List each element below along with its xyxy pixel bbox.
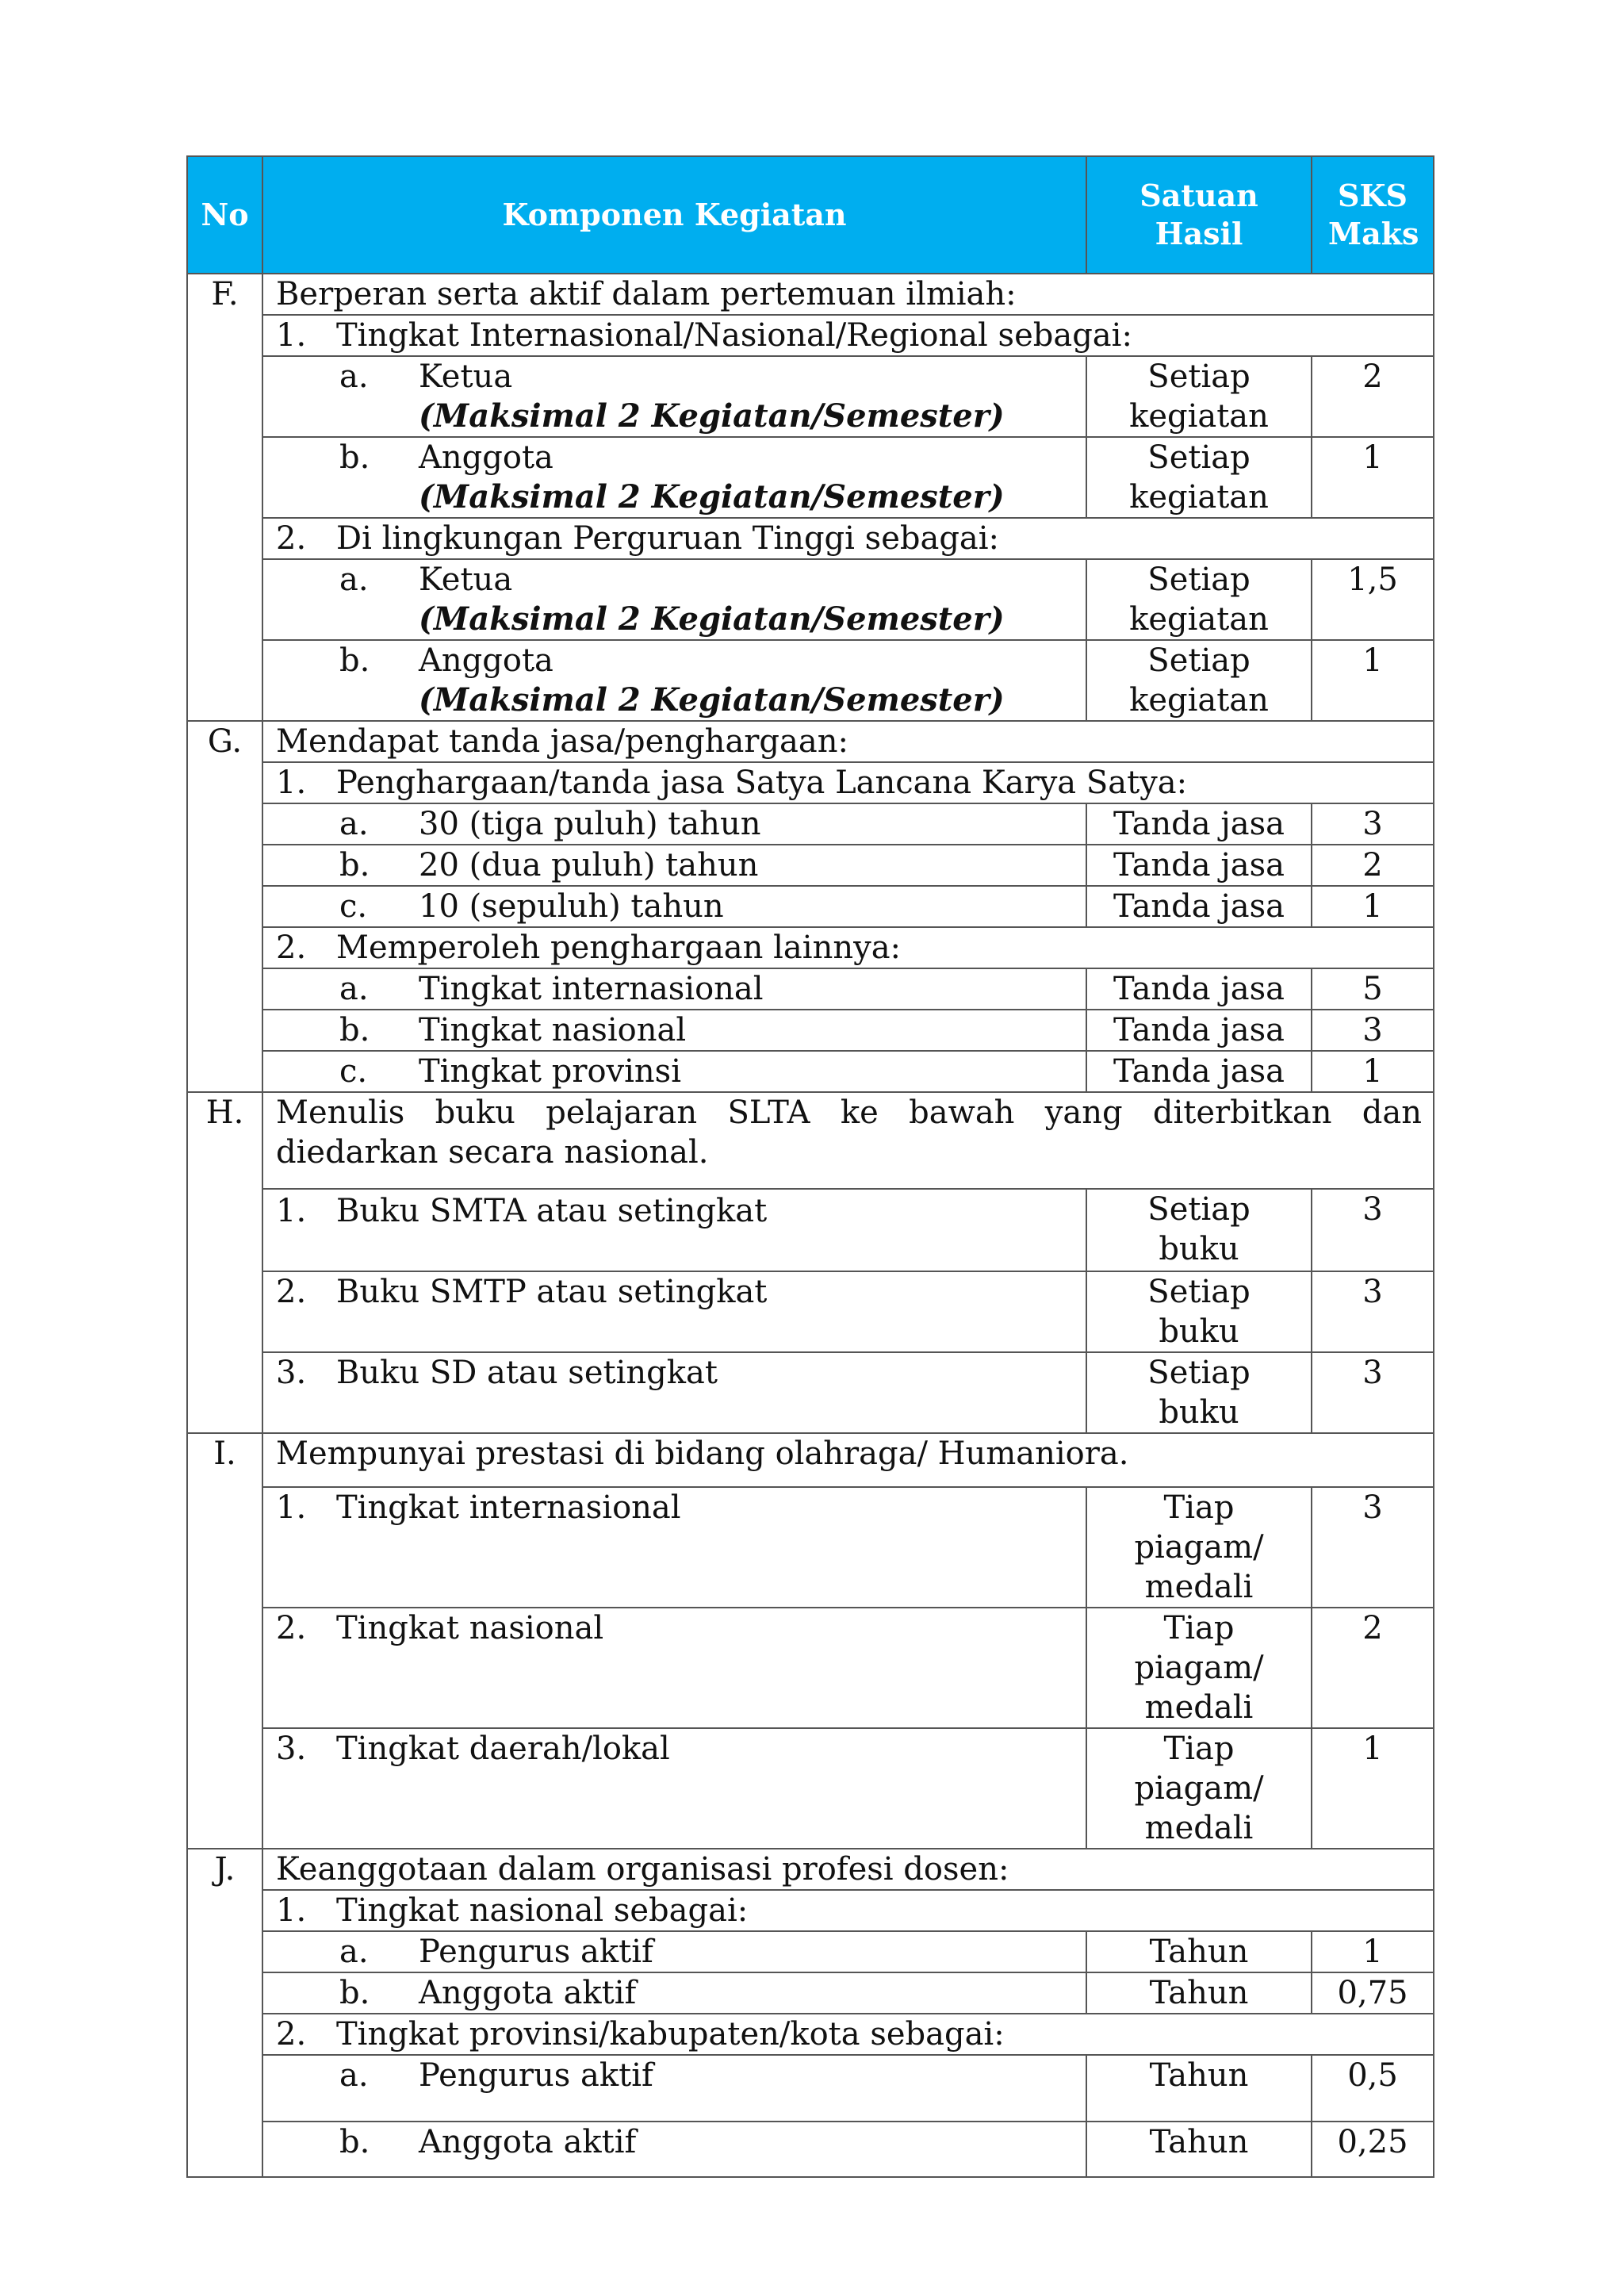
activity-table: [186, 155, 1434, 2178]
group-title: Tingkat nasional sebagai:: [336, 1892, 749, 1929]
header-komponen: Komponen Kegiatan: [262, 156, 1086, 274]
item-text: Pengurus aktif: [419, 1934, 653, 1970]
satuan-cell: Tanda jasa: [1086, 845, 1312, 886]
item-letter: b.: [339, 642, 370, 679]
table-row: [187, 1010, 1434, 1051]
item-text: Tingkat nasional: [419, 1012, 687, 1048]
table-row: [187, 1271, 1434, 1352]
item-text: Tingkat nasional: [336, 1610, 604, 1646]
satuan-cell: Setiap buku: [1086, 1352, 1312, 1433]
sks-cell: 3: [1312, 1271, 1434, 1352]
sks-cell: 1: [1312, 640, 1434, 721]
table-row: [187, 1433, 1434, 1487]
sks-cell: 3: [1312, 1189, 1434, 1271]
sks-cell: 3: [1312, 803, 1434, 845]
sks-cell: 2: [1312, 845, 1434, 886]
group-number: 1.: [276, 765, 307, 801]
satuan-cell: Tanda jasa: [1086, 886, 1312, 927]
item-text: Tingkat internasional: [336, 1489, 681, 1526]
table-row: [187, 559, 1434, 640]
item-letter: a.: [339, 2057, 369, 2094]
item-note: (Maksimal 2 Kegiatan/Semester): [419, 397, 1005, 435]
item-text: Ketua: [419, 562, 513, 598]
item-number: 3.: [276, 1355, 307, 1391]
table-row: [187, 1487, 1434, 1608]
item-letter: a.: [339, 562, 369, 598]
section-number: I.: [187, 1433, 262, 1849]
table-row: [187, 803, 1434, 845]
satuan-cell: Tahun: [1086, 2122, 1312, 2177]
satuan-cell: Tanda jasa: [1086, 968, 1312, 1010]
sks-cell: 1: [1312, 1728, 1434, 1849]
item-letter: a.: [339, 1934, 369, 1970]
header-satuan: Satuan Hasil: [1086, 156, 1312, 274]
table-row: [187, 927, 1434, 968]
item-text: Tingkat daerah/lokal: [336, 1731, 670, 1767]
table-row: [187, 968, 1434, 1010]
sks-cell: 1,5: [1312, 559, 1434, 640]
sks-cell: 0,75: [1312, 1972, 1434, 2014]
item-text: 30 (tiga puluh) tahun: [419, 806, 761, 842]
satuan-cell: Tanda jasa: [1086, 803, 1312, 845]
table-row: [187, 1092, 1434, 1189]
satuan-cell: Tahun: [1086, 2055, 1312, 2122]
table-header: [187, 156, 1434, 274]
header-no: No: [187, 156, 262, 274]
sks-cell: 1: [1312, 1931, 1434, 1972]
section-title: Mendapat tanda jasa/penghargaan:: [276, 723, 848, 760]
item-text: Pengurus aktif: [419, 2057, 653, 2094]
table-row: [187, 721, 1434, 762]
sks-cell: 0,25: [1312, 2122, 1434, 2177]
section-title: Mempunyai prestasi di bidang olahraga/ Humaniora.: [276, 1435, 1129, 1472]
item-letter: a.: [339, 806, 369, 842]
sks-cell: 3: [1312, 1487, 1434, 1608]
item-note: (Maksimal 2 Kegiatan/Semester): [419, 600, 1005, 638]
group-number: 2.: [276, 930, 307, 966]
item-letter: a.: [339, 971, 369, 1007]
table-row: [187, 1972, 1434, 2014]
table-row: [187, 437, 1434, 518]
item-number: 1.: [276, 1193, 307, 1229]
satuan-cell: Setiap kegiatan: [1086, 437, 1312, 518]
table-row: [187, 2014, 1434, 2055]
item-note: (Maksimal 2 Kegiatan/Semester): [419, 681, 1005, 719]
group-title: Tingkat Internasional/Nasional/Regional sebagai:: [336, 317, 1132, 354]
item-text: 10 (sepuluh) tahun: [419, 888, 724, 925]
item-letter: c.: [339, 1053, 368, 1090]
item-letter: b.: [339, 847, 370, 884]
satuan-cell: Setiap kegiatan: [1086, 356, 1312, 437]
item-text: Anggota aktif: [419, 2124, 637, 2160]
table-row: [187, 1352, 1434, 1433]
satuan-cell: Setiap buku: [1086, 1189, 1312, 1271]
item-letter: a.: [339, 358, 369, 395]
table-row: [187, 2122, 1434, 2177]
item-text: Tingkat provinsi: [419, 1053, 681, 1090]
sks-cell: 5: [1312, 968, 1434, 1010]
section-title: Berperan serta aktif dalam pertemuan ilmiah:: [276, 276, 1017, 312]
table-row: [187, 762, 1434, 803]
satuan-cell: Tiap piagam/ medali: [1086, 1728, 1312, 1849]
item-text: Anggota: [419, 439, 553, 476]
sks-cell: 1: [1312, 886, 1434, 927]
item-text: Buku SMTA atau setingkat: [336, 1193, 768, 1229]
section-number: J.: [187, 1849, 262, 2177]
group-title: Di lingkungan Perguruan Tinggi sebagai:: [336, 520, 1000, 557]
header-sks: SKS Maks: [1312, 156, 1434, 274]
sks-cell: 3: [1312, 1010, 1434, 1051]
section-number: G.: [187, 721, 262, 1092]
table-row: [187, 1608, 1434, 1728]
item-text: Anggota: [419, 642, 553, 679]
table-row: [187, 1849, 1434, 1890]
item-text: Tingkat internasional: [419, 971, 764, 1007]
satuan-cell: Setiap buku: [1086, 1271, 1312, 1352]
item-number: 2.: [276, 1610, 307, 1646]
item-text: Buku SD atau setingkat: [336, 1355, 718, 1391]
sks-cell: 3: [1312, 1352, 1434, 1433]
item-note: (Maksimal 2 Kegiatan/Semester): [419, 478, 1005, 516]
group-title: Penghargaan/tanda jasa Satya Lancana Karya Satya:: [336, 765, 1188, 801]
item-text: 20 (dua puluh) tahun: [419, 847, 759, 884]
item-letter: b.: [339, 1012, 370, 1048]
item-letter: b.: [339, 1975, 370, 2011]
table-row: [187, 1051, 1434, 1092]
satuan-cell: Setiap kegiatan: [1086, 640, 1312, 721]
group-number: 1.: [276, 1892, 307, 1929]
satuan-cell: Tiap piagam/ medali: [1086, 1487, 1312, 1608]
item-text: Buku SMTP atau setingkat: [336, 1274, 768, 1310]
item-text: Ketua: [419, 358, 513, 395]
sks-cell: 1: [1312, 1051, 1434, 1092]
item-text: Anggota aktif: [419, 1975, 637, 2011]
table-row: [187, 1728, 1434, 1849]
item-number: 2.: [276, 1274, 307, 1310]
table-row: [187, 315, 1434, 356]
item-letter: c.: [339, 888, 368, 925]
section-title: Keanggotaan dalam organisasi profesi dosen:: [276, 1851, 1009, 1888]
group-number: 2.: [276, 520, 307, 557]
item-number: 3.: [276, 1731, 307, 1767]
section-number: H.: [187, 1092, 262, 1433]
group-title: Memperoleh penghargaan lainnya:: [336, 930, 902, 966]
item-letter: b.: [339, 2124, 370, 2160]
table-row: [187, 1931, 1434, 1972]
sks-cell: 0,5: [1312, 2055, 1434, 2122]
satuan-cell: Setiap kegiatan: [1086, 559, 1312, 640]
table-row: [187, 845, 1434, 886]
table-row: [187, 274, 1434, 315]
group-number: 1.: [276, 317, 307, 354]
table-row: [187, 886, 1434, 927]
section-title-line2: diedarkan secara nasional.: [276, 1134, 709, 1171]
table-row: [187, 2055, 1434, 2122]
satuan-cell: Tanda jasa: [1086, 1051, 1312, 1092]
section-number: F.: [187, 274, 262, 721]
sks-cell: 2: [1312, 1608, 1434, 1728]
satuan-cell: Tahun: [1086, 1972, 1312, 2014]
section-title: Menulis buku pelajaran SLTA ke bawah yang diterbitkan dan: [276, 1094, 1422, 1131]
satuan-cell: Tiap piagam/ medali: [1086, 1608, 1312, 1728]
table-row: [187, 1890, 1434, 1931]
group-title: Tingkat provinsi/kabupaten/kota sebagai:: [336, 2016, 1005, 2053]
item-number: 1.: [276, 1489, 307, 1526]
satuan-cell: Tahun: [1086, 1931, 1312, 1972]
table-row: [187, 640, 1434, 721]
sks-cell: 1: [1312, 437, 1434, 518]
item-letter: b.: [339, 439, 370, 476]
table-row: [187, 518, 1434, 559]
group-number: 2.: [276, 2016, 307, 2053]
satuan-cell: Tanda jasa: [1086, 1010, 1312, 1051]
table-row: [187, 1189, 1434, 1271]
table-row: [187, 356, 1434, 437]
sks-cell: 2: [1312, 356, 1434, 437]
